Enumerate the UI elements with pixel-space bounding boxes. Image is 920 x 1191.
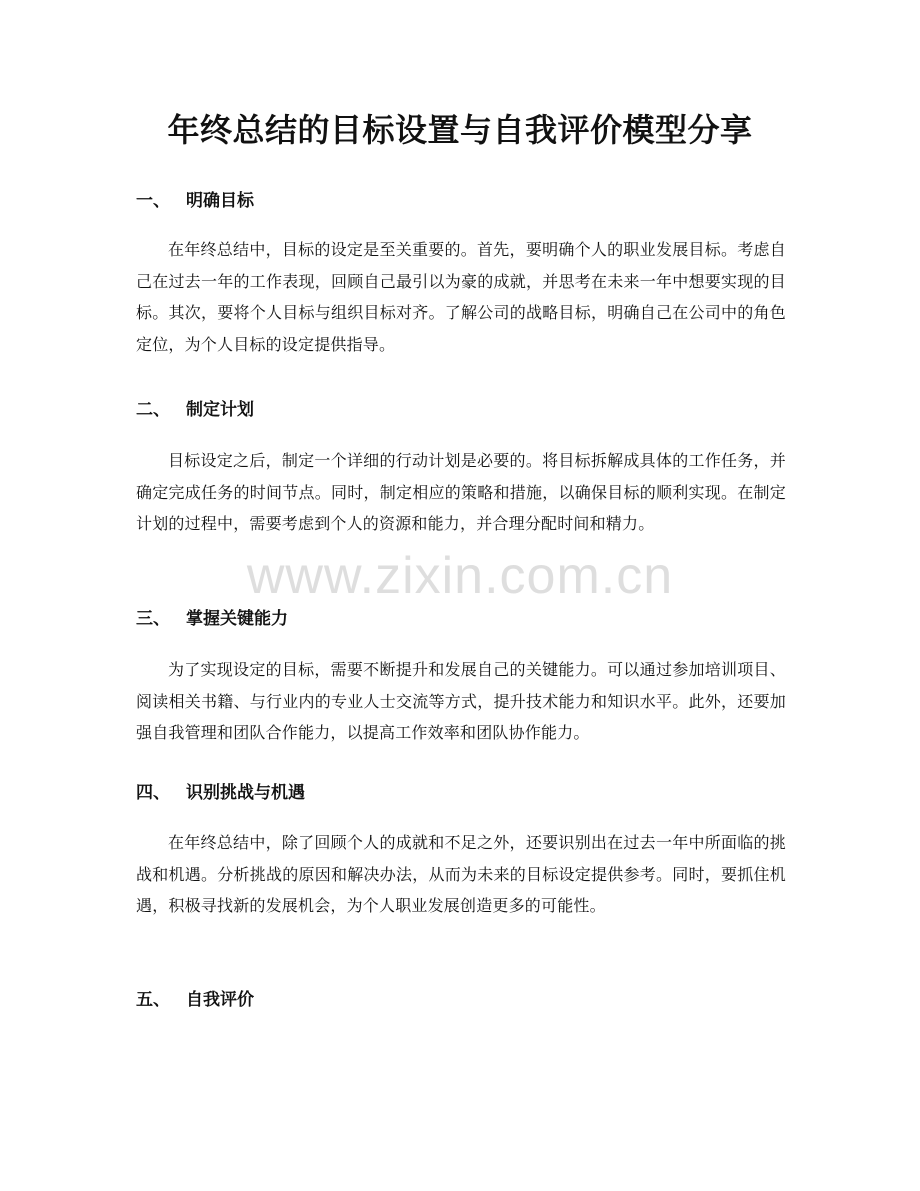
section-number: 一、 [136,191,170,211]
section-heading-1 [136,188,254,214]
watermark: www.zixin.com.cn [246,547,674,605]
section-title: 明确目标 [186,191,254,211]
section-title: 制定计划 [186,400,254,420]
section-number: 三、 [136,609,170,629]
section-heading-3 [136,606,288,632]
page-title: 年终总结的目标设置与自我评价模型分享 [167,111,753,149]
section-title: 识别挑战与机遇 [186,783,305,803]
section-heading-2 [136,397,254,423]
section-body-1: 在年终总结中，目标的设定是至关重要的。首先，要明确个人的职业发展目标。考虑自己在过去一年的工作表现，回顾自己最引以为豪的成就，并思考在未来一年中想要实现的目标。其次，要将个人目标与组织目标对齐。了解公司的战略目标，明确自己在公司中的角色定位，为个人目标的设定提供指导。 [136,240,786,354]
section-title: 自我评价 [186,990,254,1010]
section-heading-4 [136,780,305,806]
section-number: 五、 [136,990,170,1010]
section-body-4: 在年终总结中，除了回顾个人的成就和不足之外，还要识别出在过去一年中所面临的挑战和机遇。分析挑战的原因和解决办法，从而为未来的目标设定提供参考。同时，要抓住机遇，积极寻找新的发展机会，为个人职业发展创造更多的可能性。 [136,833,786,916]
section-body-3: 为了实现设定的目标，需要不断提升和发展自己的关键能力。可以通过参加培训项目、阅读相关书籍、与行业内的专业人士交流等方式，提升技术能力和知识水平。此外，还要加强自我管理和团队合作能力，以提高工作效率和团队协作能力。 [136,660,786,743]
section-number: 二、 [136,400,170,420]
section-number: 四、 [136,783,170,803]
section-body-2: 目标设定之后，制定一个详细的行动计划是必要的。将目标拆解成具体的工作任务，并确定完成任务的时间节点。同时，制定相应的策略和措施，以确保目标的顺利实现。在制定计划的过程中，需要考虑到个人的资源和能力，并合理分配时间和精力。 [136,451,786,534]
section-heading-5 [136,987,254,1013]
section-title: 掌握关键能力 [186,609,288,629]
